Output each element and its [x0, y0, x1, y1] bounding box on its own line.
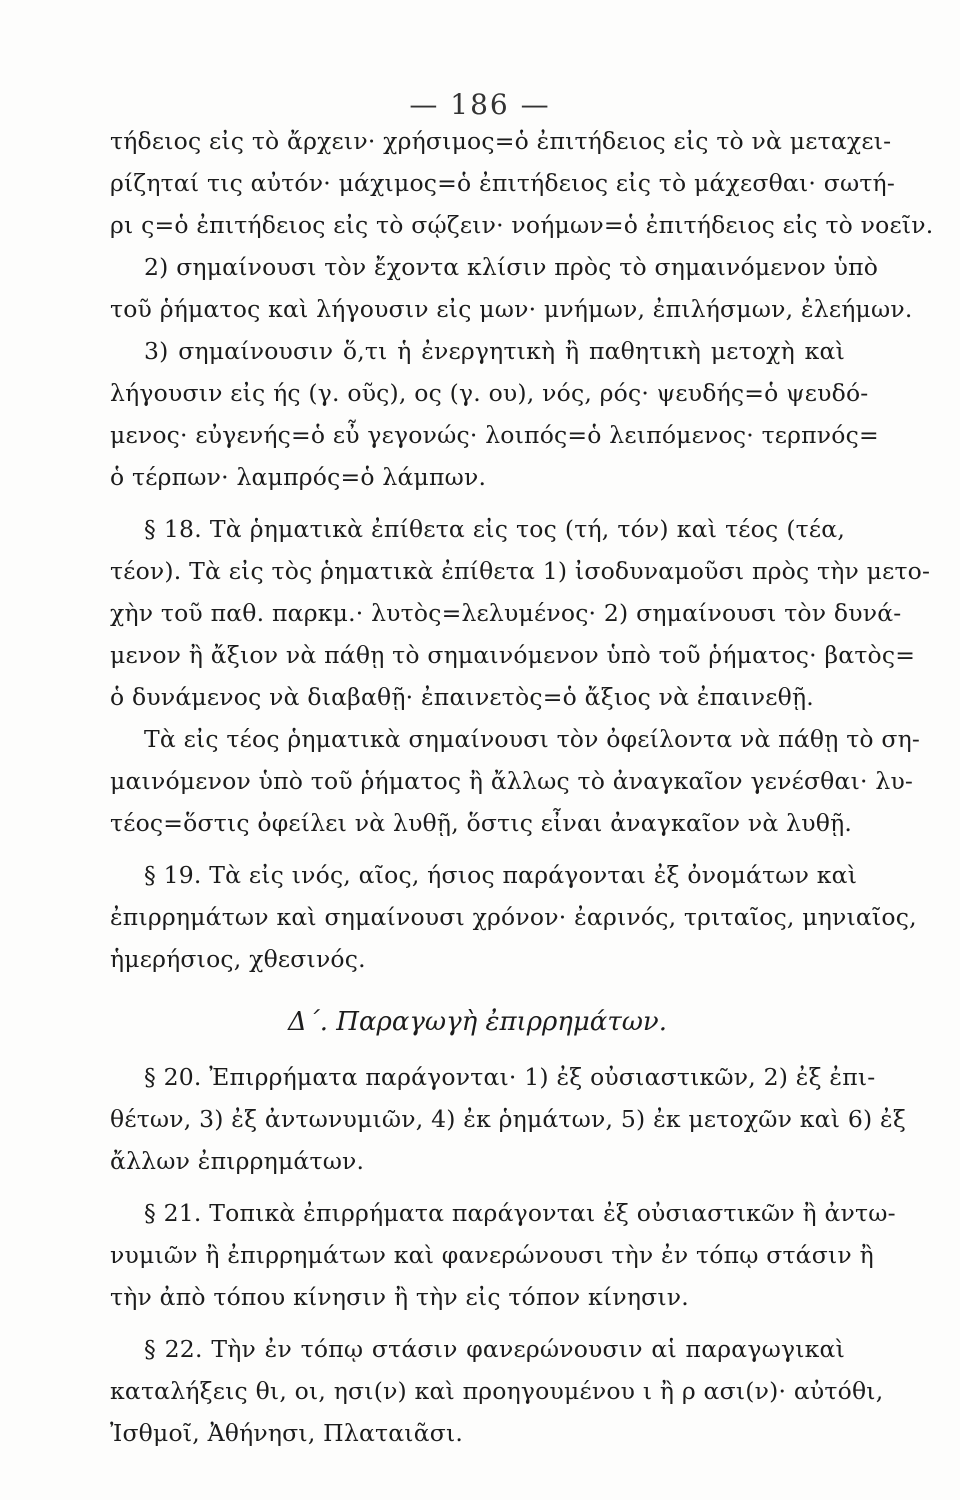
text-line: καταλήξεις θι, οι, ησι(ν) καὶ προηγουμένου ι ἢ ρ ασι(ν)· αὐτόθι, [110, 1377, 884, 1405]
text-line: νυμιῶν ἢ ἐπιρρημάτων καὶ φανερώνουσι τὴν ἐν τόπῳ στάσιν ἢ [110, 1241, 874, 1269]
text-line: τέος=ὅστις ὀφείλει νὰ λυθῇ, ὅστις εἶναι ἀναγκαῖον νὰ λυθῇ. [110, 809, 853, 837]
page-number: — 186 — [409, 88, 551, 121]
text-line: 3) σημαίνουσιν ὅ,τι ἡ ἐνεργητικὴ ἢ παθητικὴ μετοχὴ καὶ [144, 337, 845, 365]
text-line: τὴν ἀπὸ τόπου κίνησιν ἢ τὴν εἰς τόπον κίνησιν. [110, 1283, 689, 1311]
text-line: ὁ τέρπων· λαμπρός=ὁ λάμπων. [110, 463, 487, 491]
text-line: τέον). Τὰ εἰς τὸς ῥηματικὰ ἐπίθετα 1) ἰσοδυναμοῦσι πρὸς τὴν μετο- [110, 557, 931, 585]
text-line: ἄλλων ἐπιρρημάτων. [110, 1147, 365, 1175]
text-line: § 22. Τὴν ἐν τόπῳ στάσιν φανερώνουσιν αἱ παραγωγικαὶ [144, 1335, 845, 1363]
text-line: μενος· εὐγενής=ὁ εὖ γεγονώς· λοιπός=ὁ λειπόμενος· τερπνός= [110, 421, 879, 449]
text-line: θέτων, 3) ἐξ ἀντωνυμιῶν, 4) ἐκ ῥημάτων, 5) ἐκ μετοχῶν καὶ 6) ἐξ [110, 1105, 906, 1133]
section-heading: Δ΄. Παραγωγὴ ἐπιρρημάτων. [288, 1007, 667, 1037]
body-text [110, 120, 934, 1454]
text-line: τοῦ ῥήματος καὶ λήγουσιν εἰς μων· μνήμων, ἐπιλήσμων, ἐλεήμων. [110, 295, 913, 323]
text-line: ρι ς=ὁ ἐπιτήδειος εἰς τὸ σῴζειν· νοήμων=ὁ ἐπιτήδειος εἰς τὸ νοεῖν. [110, 211, 934, 239]
text-line: μαινόμενον ὑπὸ τοῦ ῥήματος ἢ ἄλλως τὸ ἀναγκαῖον γενέσθαι· λυ- [110, 767, 914, 795]
text-line: ἡμερήσιος, χθεσινός. [110, 945, 366, 973]
text-line: Τὰ εἰς τέος ῥηματικὰ σημαίνουσι τὸν ὀφείλοντα νὰ πάθῃ τὸ ση- [144, 725, 921, 753]
text-line: ὁ δυνάμενος νὰ διαβαθῇ· ἐπαινετὸς=ὁ ἄξιος νὰ ἐπαινεθῇ. [110, 683, 814, 711]
text-line: τήδειος εἰς τὸ ἄρχειν· χρήσιμος=ὁ ἐπιτήδειος εἰς τὸ νὰ μεταχει- [110, 127, 892, 155]
text-line: § 20. Ἐπιρρήματα παράγονται· 1) ἐξ οὐσιαστικῶν, 2) ἐξ ἐπι- [144, 1063, 876, 1091]
text-line: χὴν τοῦ παθ. παρκμ.· λυτὸς=λελυμένος· 2) σημαίνουσι τὸν δυνά- [110, 599, 902, 627]
text-line: ἐπιρρημάτων καὶ σημαίνουσι χρόνον· ἐαρινός, τριταῖος, μηνιαῖος, [110, 903, 917, 931]
text-line: § 19. Τὰ εἰς ινός, αῖος, ήσιος παράγονται ἐξ ὀνομάτων καὶ [144, 861, 858, 889]
text-line: λήγουσιν εἰς ής (γ. οῦς), ος (γ. ου), νός, ρός· ψευδής=ὁ ψευδό- [110, 379, 869, 407]
text-line: μενον ἢ ἄξιον νὰ πάθῃ τὸ σημαινόμενον ὑπὸ τοῦ ῥήματος· βατὸς= [110, 641, 916, 669]
text-line: ρίζηταί τις αὐτόν· μάχιμος=ὁ ἐπιτήδειος εἰς τὸ μάχεσθαι· σωτή- [110, 169, 895, 197]
text-line: § 18. Τὰ ῥηματικὰ ἐπίθετα εἰς τος (τή, τόν) καὶ τέος (τέα, [144, 515, 845, 543]
text-line: § 21. Τοπικὰ ἐπιρρήματα παράγονται ἐξ οὐσιαστικῶν ἢ ἀντω- [144, 1199, 896, 1227]
text-line: Ἰσθμοῖ, Ἀθήνησι, Πλαταιᾶσι. [110, 1419, 464, 1447]
text-line: 2) σημαίνουσι τὸν ἔχοντα κλίσιν πρὸς τὸ σημαινόμενον ὑπὸ [144, 253, 879, 281]
